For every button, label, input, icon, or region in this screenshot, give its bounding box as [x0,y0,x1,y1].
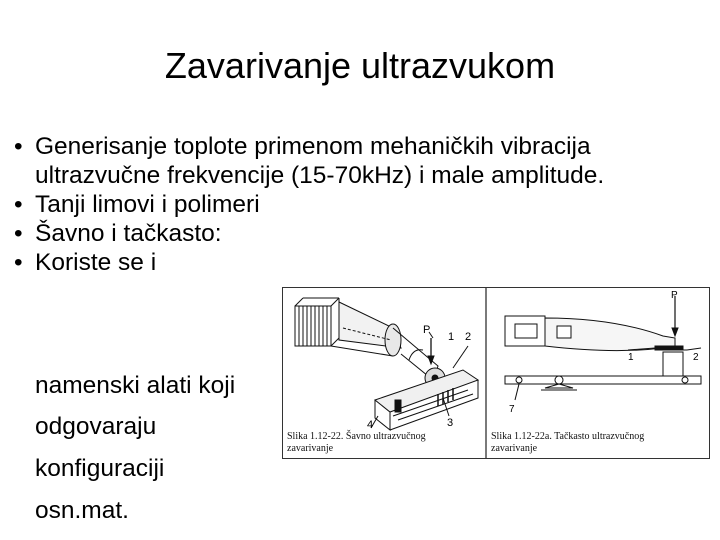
bullet-continuation: odgovaraju [35,413,157,440]
label-2-left: 2 [465,331,472,343]
bullet-list [14,132,654,277]
label-p-left: P [423,324,431,336]
bullet-item: • Koriste se i [14,248,654,277]
bullet-continuation: konfiguraciji [35,455,165,482]
label-2-right: 2 [693,352,699,363]
bullet-item: • Šavno i tačkasto: [14,219,654,248]
figure-caption-left-2: zavarivanje [287,443,334,454]
bullet-item: • Tanji limovi i polimeri [14,190,654,219]
welding-figure [282,287,710,459]
seam-welding-drawing [295,298,478,430]
bullet-continuation: osn.mat. [35,497,129,524]
label-7-right: 7 [509,404,515,415]
bullet-continuation: namenski alati koji [35,372,236,399]
figure-caption-right: Slika 1.12-22a. Tačkasto ultrazvučnog [491,431,645,442]
label-3-left: 3 [447,417,454,429]
slide-title: Zavarivanje ultrazvukom [164,45,556,86]
label-1-right: 1 [628,352,634,363]
figure-caption-right-2: zavarivanje [491,443,538,454]
label-p-right: P [671,290,678,301]
spot-welding-drawing [505,296,701,400]
figure-caption-left: Slika 1.12-22. Šavno ultrazvučnog [287,431,426,442]
label-1-left: 1 [448,331,455,343]
bullet-item: • Generisanje toplote primenom mehaničkih vibracija ultrazvučne frekvencije (15-70kHz) i male amplitude. [14,132,635,190]
label-4-left: 4 [367,419,374,431]
